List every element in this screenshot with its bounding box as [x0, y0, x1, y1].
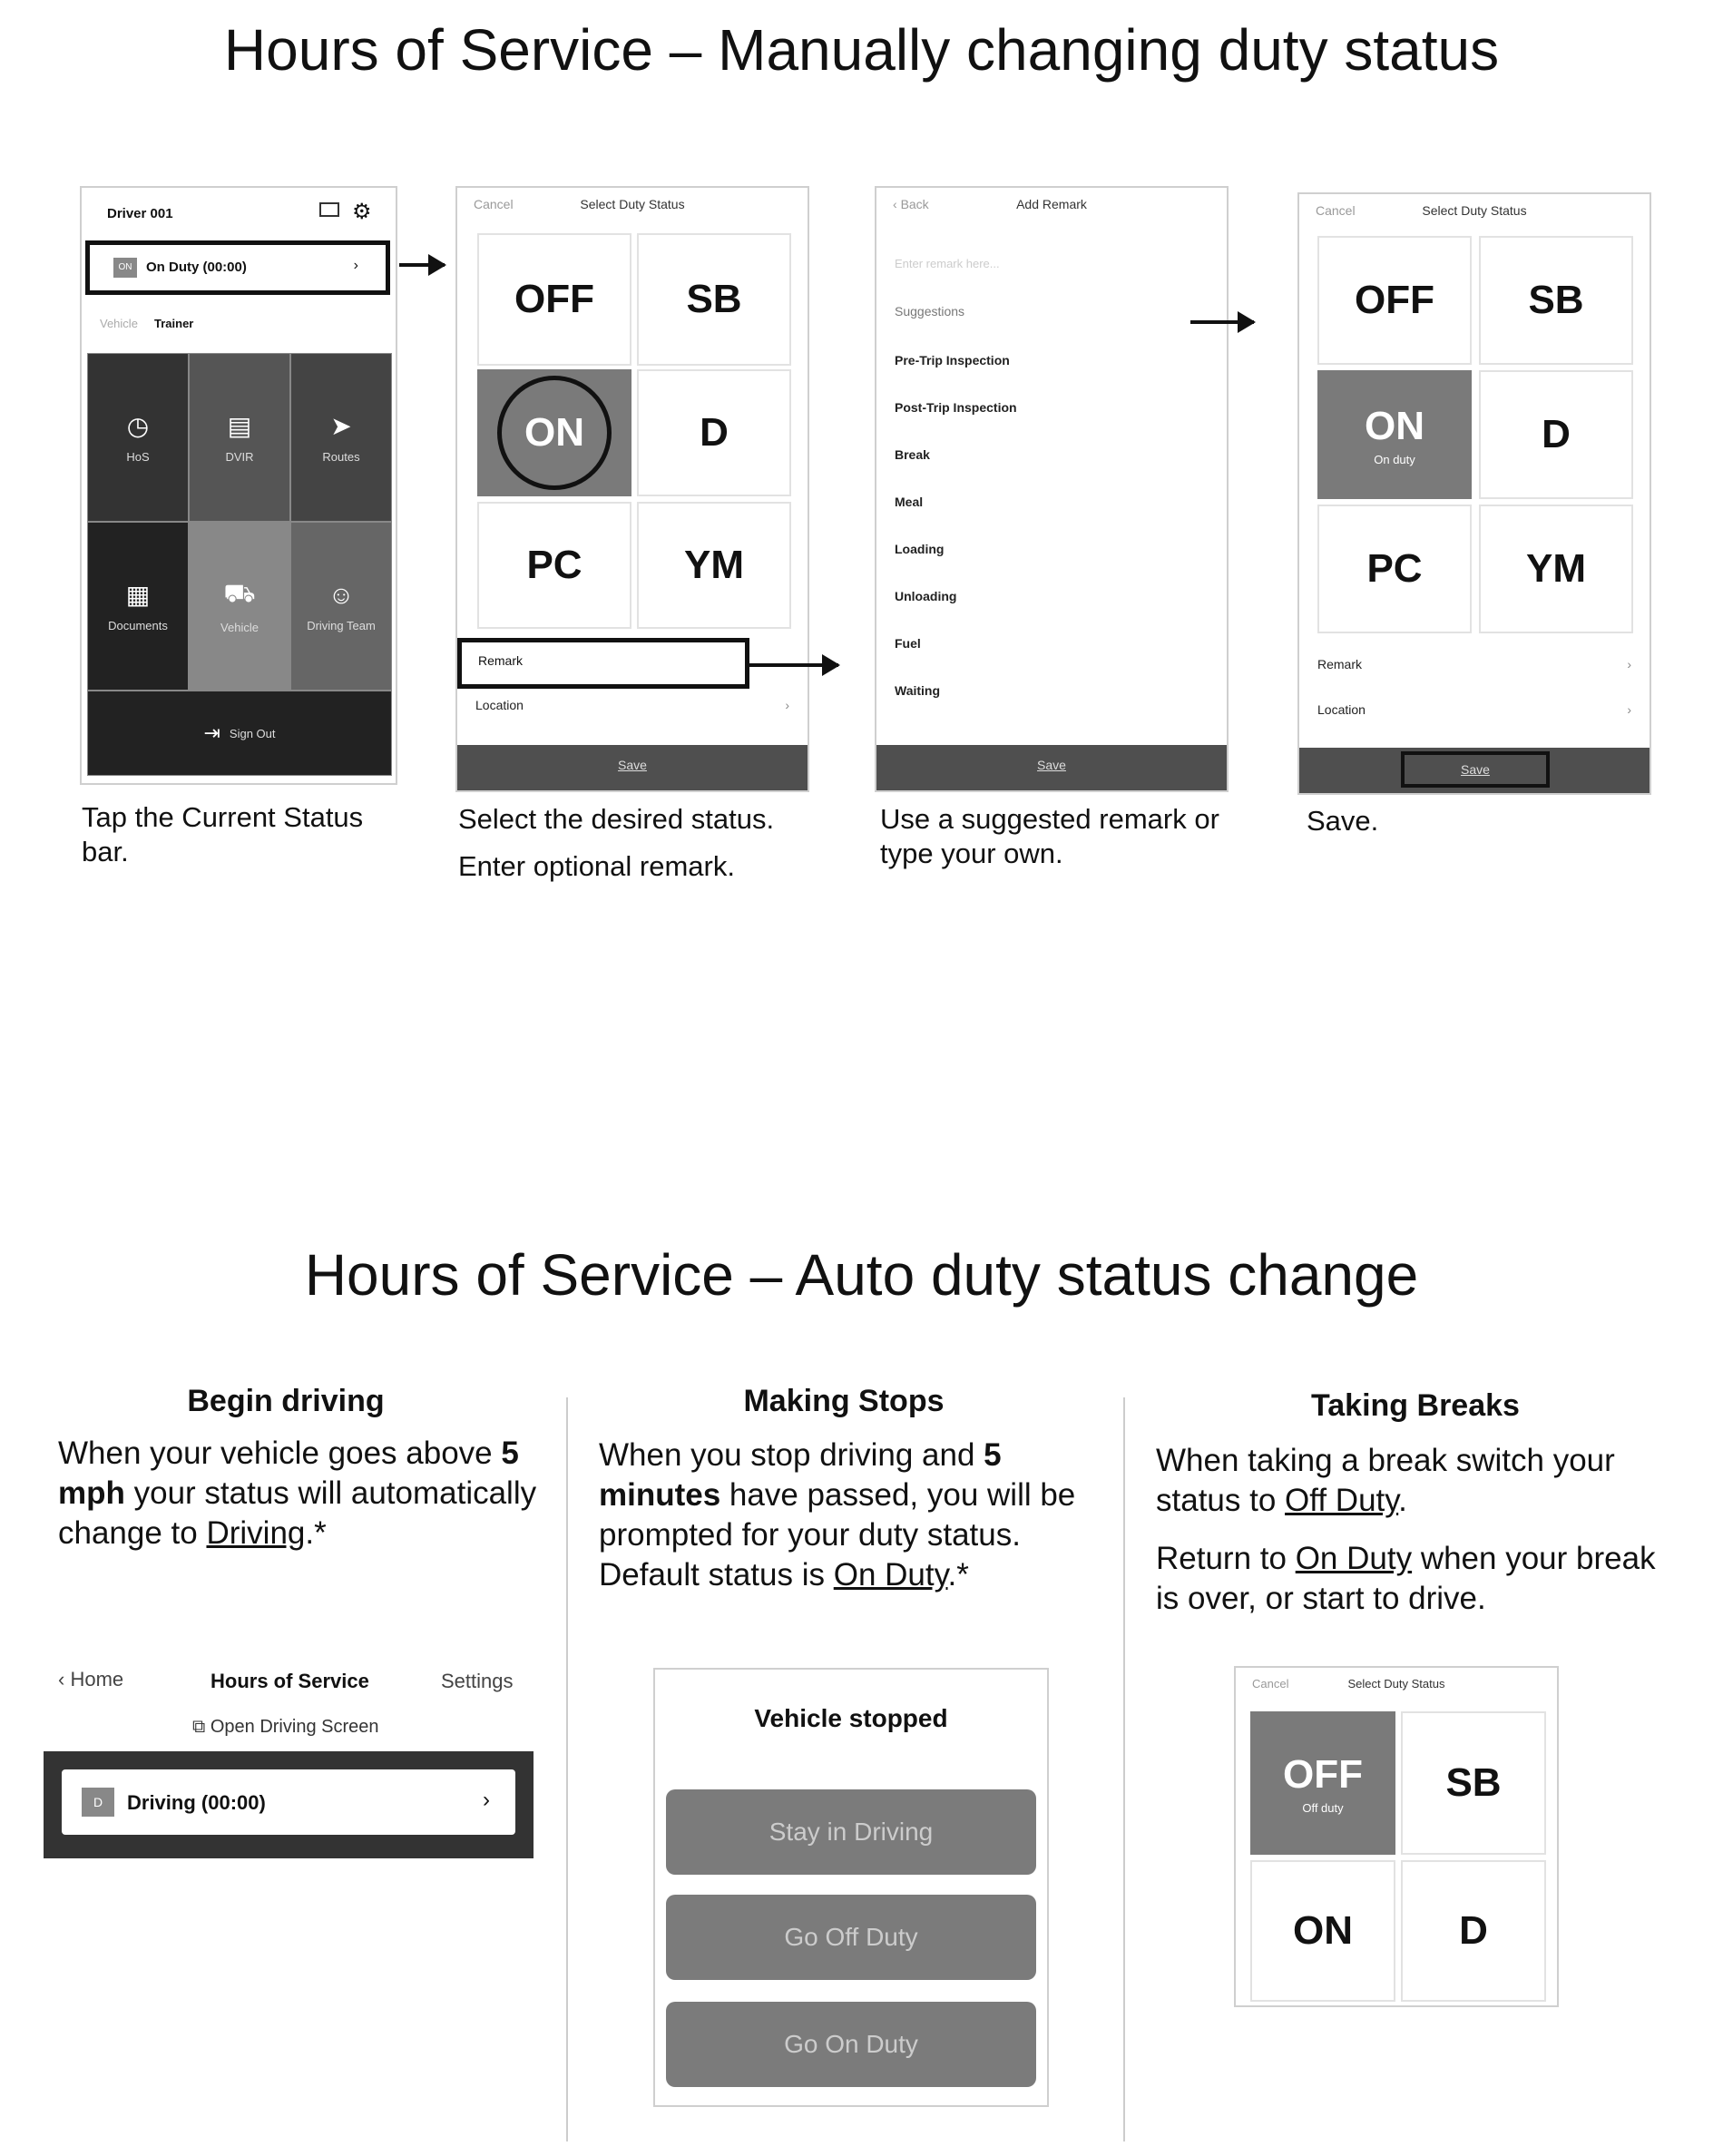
tab-vehicle[interactable]: Vehicle — [100, 317, 138, 330]
remark-row[interactable]: Remark › — [1317, 657, 1631, 671]
screen-title: Hours of Service — [210, 1670, 369, 1692]
status-pc[interactable]: PC — [477, 502, 631, 629]
back-button[interactable]: ‹ Back — [893, 197, 929, 211]
column-divider — [566, 1397, 568, 2141]
tile-hos[interactable]: ◷ HoS — [87, 353, 189, 522]
status-sb[interactable]: SB — [1401, 1711, 1546, 1855]
location-row[interactable]: Location › — [475, 698, 789, 712]
save-button[interactable]: Save — [876, 745, 1227, 790]
save-bar — [1299, 748, 1650, 793]
caption-panel2-a: Select the desired status. — [458, 803, 775, 835]
suggestion-item[interactable]: Fuel — [895, 636, 921, 651]
suggestion-item[interactable]: Break — [895, 447, 930, 462]
settings-link[interactable]: Settings — [441, 1670, 514, 1692]
suggestion-item[interactable]: Unloading — [895, 589, 957, 603]
screen-title: Select Duty Status — [1422, 203, 1527, 218]
cancel-button[interactable]: Cancel — [474, 197, 514, 211]
status-bar-frame — [44, 1751, 534, 1858]
chevron-right-icon: › — [483, 1788, 490, 1812]
go-on-duty-button[interactable]: Go On Duty — [666, 2002, 1036, 2087]
status-ym[interactable]: YM — [637, 502, 791, 629]
status-badge: D — [82, 1788, 114, 1817]
tile-dvir[interactable]: ▤ DVIR — [189, 353, 290, 522]
panel-off-duty — [1234, 1666, 1559, 2007]
chevron-right-icon: › — [785, 698, 789, 712]
gear-icon[interactable]: ⚙ — [352, 200, 372, 224]
caption-panel4: Save. — [1307, 805, 1379, 837]
status-d[interactable]: D — [637, 369, 791, 496]
dialog-title: Vehicle stopped — [754, 1704, 948, 1732]
chevron-right-icon: › — [353, 258, 358, 273]
clipboard-icon: ▤ — [227, 412, 252, 440]
status-off[interactable]: OFF — [477, 233, 631, 366]
save-button[interactable]: Save — [457, 745, 808, 790]
chevron-right-icon: › — [1627, 657, 1631, 671]
status-on[interactable]: ON — [1250, 1860, 1395, 2002]
col2-heading: Making Stops — [743, 1384, 945, 1418]
screen-title: Select Duty Status — [1347, 1677, 1445, 1690]
people-icon: ☺ — [328, 580, 355, 609]
open-driving-screen-link[interactable]: ⧉ Open Driving Screen — [192, 1717, 379, 1737]
caption-panel1: Tap the Current Status bar. — [82, 801, 364, 867]
stay-in-driving-button[interactable]: Stay in Driving — [666, 1789, 1036, 1875]
suggestion-item[interactable]: Pre-Trip Inspection — [895, 353, 1010, 368]
arrow-2 — [749, 663, 838, 667]
status-sb[interactable]: SB — [1479, 236, 1633, 365]
status-badge: ON — [113, 258, 137, 278]
save-button[interactable]: Save — [1401, 751, 1550, 788]
arrow-3 — [1190, 320, 1254, 324]
suggestion-item[interactable]: Loading — [895, 542, 945, 556]
screen-title: Select Duty Status — [580, 197, 685, 211]
screen-title: Add Remark — [1016, 197, 1087, 211]
cancel-button[interactable]: Cancel — [1316, 203, 1356, 218]
remark-row[interactable]: Remark — [457, 638, 749, 689]
navigation-icon: ➤ — [330, 412, 352, 440]
tile-documents[interactable]: ▦ Documents — [87, 522, 189, 691]
status-d[interactable]: D — [1479, 370, 1633, 499]
col1-heading: Begin driving — [187, 1384, 385, 1418]
mail-icon[interactable] — [319, 202, 339, 217]
suggestion-item[interactable]: Meal — [895, 495, 924, 509]
vehicle-stopped-dialog — [653, 1668, 1049, 2107]
col1-text: When your vehicle goes above 5 mph your status will automatically change to Driving.* — [58, 1436, 537, 1551]
status-ym[interactable]: YM — [1479, 505, 1633, 633]
driving-screen — [44, 1661, 534, 1858]
suggestions-label: Suggestions — [895, 304, 965, 318]
col2-text: When you stop driving and 5 minutes have passed, you will be prompted for your duty status. Default status is On Duty.* — [599, 1437, 1076, 1592]
status-pc[interactable]: PC — [1317, 505, 1472, 633]
status-on[interactable]: ON On duty — [1317, 370, 1472, 499]
location-row[interactable]: Location › — [1317, 702, 1631, 717]
suggestion-item[interactable]: Waiting — [895, 683, 941, 698]
status-on[interactable]: ON — [477, 369, 631, 496]
status-d[interactable]: D — [1401, 1860, 1546, 2002]
sign-out-icon: ⇥ — [203, 721, 220, 744]
status-text: Driving (00:00) — [127, 1791, 266, 1814]
status-text: On Duty (00:00) — [146, 260, 247, 275]
external-link-icon: ⧉ — [192, 1717, 206, 1737]
tile-vehicle[interactable]: ⛟ Vehicle — [189, 522, 290, 691]
status-off[interactable]: OFF Off duty — [1250, 1711, 1395, 1855]
panel-save-status — [1297, 192, 1651, 795]
status-off[interactable]: OFF — [1317, 236, 1472, 365]
tile-routes[interactable]: ➤ Routes — [290, 353, 392, 522]
home-link[interactable]: ‹ Home — [58, 1668, 124, 1690]
current-status-bar[interactable] — [85, 240, 390, 295]
current-status-bar[interactable] — [62, 1769, 515, 1835]
caption-panel2-b: Enter optional remark. — [458, 850, 735, 882]
chevron-right-icon: › — [1627, 702, 1631, 717]
caption-panel3: Use a suggested remark or type your own. — [880, 803, 1219, 869]
col3-text-b: Return to On Duty when your break is over, or start to drive. — [1156, 1541, 1656, 1616]
panel-select-status — [455, 186, 809, 792]
car-icon: ⛟ — [223, 578, 256, 607]
driver-name: Driver 001 — [107, 206, 173, 221]
panel-home-screen — [80, 186, 397, 785]
remark-input[interactable]: Enter remark here... — [895, 257, 1000, 270]
arrow-1 — [399, 263, 445, 267]
suggestion-item[interactable]: Post-Trip Inspection — [895, 400, 1017, 415]
section2-title: Hours of Service – Auto duty status change — [304, 1242, 1419, 1308]
go-off-duty-button[interactable]: Go Off Duty — [666, 1895, 1036, 1980]
col3-heading: Taking Breaks — [1311, 1388, 1520, 1423]
col3-text-a: When taking a break switch your status to Off Duty. — [1156, 1443, 1615, 1518]
tab-trainer[interactable]: Trainer — [154, 317, 194, 330]
cancel-button[interactable]: Cancel — [1252, 1677, 1289, 1690]
section1-title: Hours of Service – Manually changing duty status — [223, 17, 1500, 83]
status-sb[interactable]: SB — [637, 233, 791, 366]
panel-add-remark — [875, 186, 1229, 792]
sign-out-button[interactable]: ⇥ Sign Out — [87, 691, 392, 776]
tile-driving-team[interactable]: ☺ Driving Team — [290, 522, 392, 691]
document-icon: ▦ — [125, 581, 151, 609]
clock-icon: ◷ — [126, 412, 150, 440]
column-divider — [1123, 1397, 1125, 2141]
